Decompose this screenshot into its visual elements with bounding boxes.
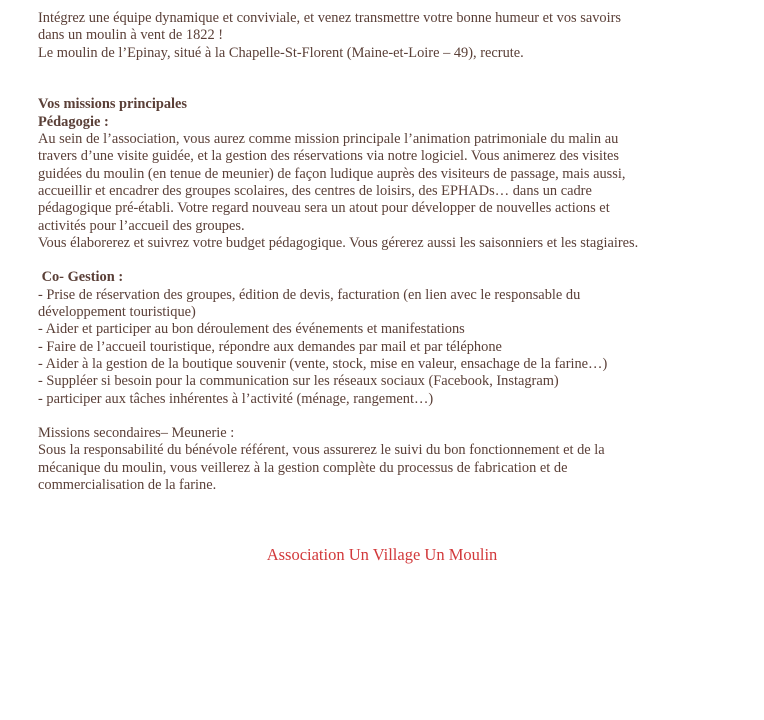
pedagogie-line: Vous élaborerez et suivrez votre budget pédagogique. Vous gérerez aussi les saisonniers et les stagiaires. (38, 234, 639, 251)
secondaires-line: mécanique du moulin, vous veillerez à la gestion complète du processus de fabrication et de (38, 459, 568, 476)
spacer (38, 252, 738, 269)
cogestion-item: - Faire de l’accueil touristique, répondre aux demandes par mail et par téléphone (38, 338, 502, 355)
cogestion-item: développement touristique) (38, 304, 196, 321)
cogestion-item: - participer aux tâches inhérentes à l’activité (ménage, rangement…) (38, 390, 434, 407)
intro-line: Intégrez une équipe dynamique et conviviale, et venez transmettre votre bonne humeur et vos savoirs (38, 10, 622, 26)
secondaires-paragraph (38, 442, 738, 494)
intro-line: dans un moulin à vent de 1822 ! (38, 27, 224, 44)
secondaires-line: Sous la responsabilité du bénévole référent, vous assurerez le suivi du bon fonctionnement et de la (38, 442, 605, 459)
intro-paragraph (38, 10, 738, 62)
pedagogie-line: activités pour l’accueil des groupes. (38, 217, 245, 234)
cogestion-heading: Co- Gestion : (38, 269, 124, 286)
pedagogie-heading: Pédagogie : (38, 113, 109, 130)
association-name: Association Un Village Un Moulin (266, 545, 498, 564)
intro-line: Le moulin de l’Epinay, situé à la Chapelle-St-Florent (Maine-et-Loire – 49), recrute. (38, 44, 524, 61)
pedagogie-line: pédagogique pré-établi. Votre regard nouveau sera un atout pour développer de nouvelles actions et (38, 200, 610, 217)
spacer (38, 62, 738, 97)
cogestion-item: - Suppléer si besoin pour la communication sur les réseaux sociaux (Facebook, Instagram) (38, 373, 559, 390)
pedagogie-line: guidées du moulin (en tenue de meunier) de façon ludique auprès des visiteurs de passage, mais aussi, (38, 165, 626, 182)
cogestion-item: - Aider et participer au bon déroulement des événements et manifestations (38, 321, 465, 338)
pedagogie-line: travers d’une visite guidée, et la gestion des réservations via notre logiciel. Vous animerez des visites (38, 148, 619, 165)
spacer (38, 408, 738, 425)
job-description (38, 10, 738, 494)
secondaires-heading: Missions secondaires– Meunerie : (38, 425, 235, 442)
cogestion-item: - Prise de réservation des groupes, édition de devis, facturation (en lien avec le responsable du (38, 286, 581, 303)
cogestion-item: - Aider à la gestion de la boutique souvenir (vente, stock, mise en valeur, ensachage de la farine…) (38, 355, 608, 372)
missions-heading: Vos missions principales (38, 96, 188, 113)
cogestion-list (38, 287, 738, 408)
pedagogie-line: Au sein de l’association, vous aurez comme mission principale l’animation patrimoniale du malin au (38, 131, 619, 148)
pedagogie-line: accueillir et encadrer des groupes scolaires, des centres de loisirs, des EPHADs… dans un cadre (38, 182, 592, 199)
secondaires-line: commercialisation de la farine. (38, 477, 217, 494)
pedagogie-paragraph (38, 131, 738, 252)
